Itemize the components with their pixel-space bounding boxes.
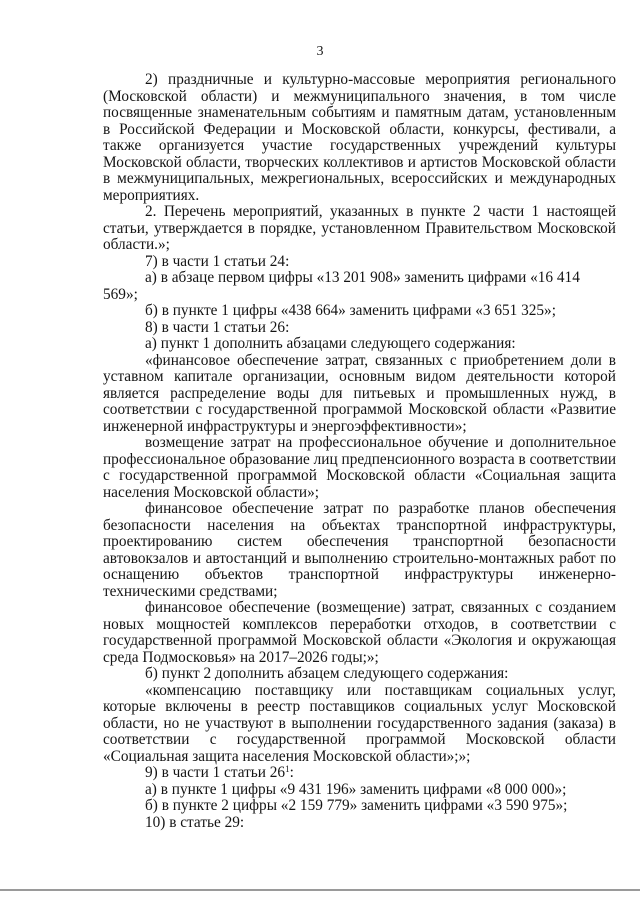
- quoted-paragraph: «финансовое обеспечение затрат, связанных с приобретением доли в уставном капитале организации, основным видом деятельности которой является распределение воды для питьевых и промышленных нужд, в соответствии с государственной программой Московской области «Развитие инженерной инфраструктуры и энергоэффективности»;: [103, 351, 616, 435]
- paragraph: 2. Перечень мероприятий, указанных в пункте 2 части 1 настоящей статьи, утверждается в порядке, установленном Правительством Московской области.»;: [103, 203, 616, 253]
- amendment-item: [103, 765, 616, 782]
- amendment-subitem: а) пункт 1 дополнить абзацами следующего содержания:: [145, 335, 516, 352]
- document-body: [103, 72, 616, 831]
- amendment-item: 8) в части 1 статьи 26:: [145, 318, 290, 336]
- quoted-paragraph: возмещение затрат на профессиональное обучение и дополнительное профессиональное образование лиц предпенсионного возраста в соответствии с государственной программой Московской области «Социальная защита населения Московской области»;: [103, 434, 616, 501]
- quoted-paragraph: финансовое обеспечение (возмещение) затрат, связанных с созданием новых мощностей комплексов переработки отходов, в соответствии с государственной программой Московской области «Экология и окружающая среда Подмосковья» на 2017–2026 годы;»;: [103, 599, 616, 666]
- quoted-paragraph: «компенсацию поставщику или поставщикам социальных услуг, которые включены в реестр поставщиков социальных услуг Московской области, но не участвуют в выполнении государственного задания (заказа) в соответствии с государственной программой Московской области «Социальная защита населения Московской области»;»;: [103, 681, 616, 765]
- amendment-subitem: б) в пункте 1 цифры «438 664» заменить цифрами «3 651 325»;: [145, 302, 556, 319]
- amendment-item: 10) в статье 29:: [145, 813, 245, 831]
- item9-text: 9) в части 1 статьи 26: [145, 764, 286, 781]
- quoted-paragraph: финансовое обеспечение затрат по разработке планов обеспечения безопасности населения на объектах транспортной инфраструктуры, проектированию систем обеспечения транспортной безопасности автовокзалов и автостанций и выполнению строительно-монтажных работ по оснащению объектов транспортной инфраструктуры инженерно-техническими средствами;: [103, 500, 616, 600]
- amendment-subitem: а) в пункте 1 цифры «9 431 196» заменить цифрами «8 000 000»;: [145, 780, 567, 798]
- amendment-item: 7) в части 1 статьи 24:: [145, 252, 290, 270]
- amendment-subitem: б) пункт 2 дополнить абзацем следующего содержания:: [145, 665, 509, 682]
- bottom-divider: [0, 889, 640, 891]
- amendment-subitem: а) в абзаце первом цифры «13 201 908» заменить цифрами «16 414 569»;: [103, 269, 580, 303]
- item9-colon: :: [289, 764, 294, 781]
- superscript: 1: [285, 764, 290, 774]
- amendment-subitem: б) в пункте 2 цифры «2 159 779» заменить цифрами «3 590 975»;: [145, 797, 568, 814]
- paragraph: 2) праздничные и культурно-массовые мероприятия регионального (Московской области) и межмуниципального значения, в том числе посвященные знаменательным событиям и памятным датам, установленным в Российской Федерации и Московской области, конкурсы, фестивали, а также организуется участие государственных учреждений культуры Московской области, творческих коллективов и артистов Московской области в межмуниципальных, межрегиональных, всероссийских и международных мероприятиях.: [103, 71, 616, 204]
- page-number: 3: [316, 44, 324, 59]
